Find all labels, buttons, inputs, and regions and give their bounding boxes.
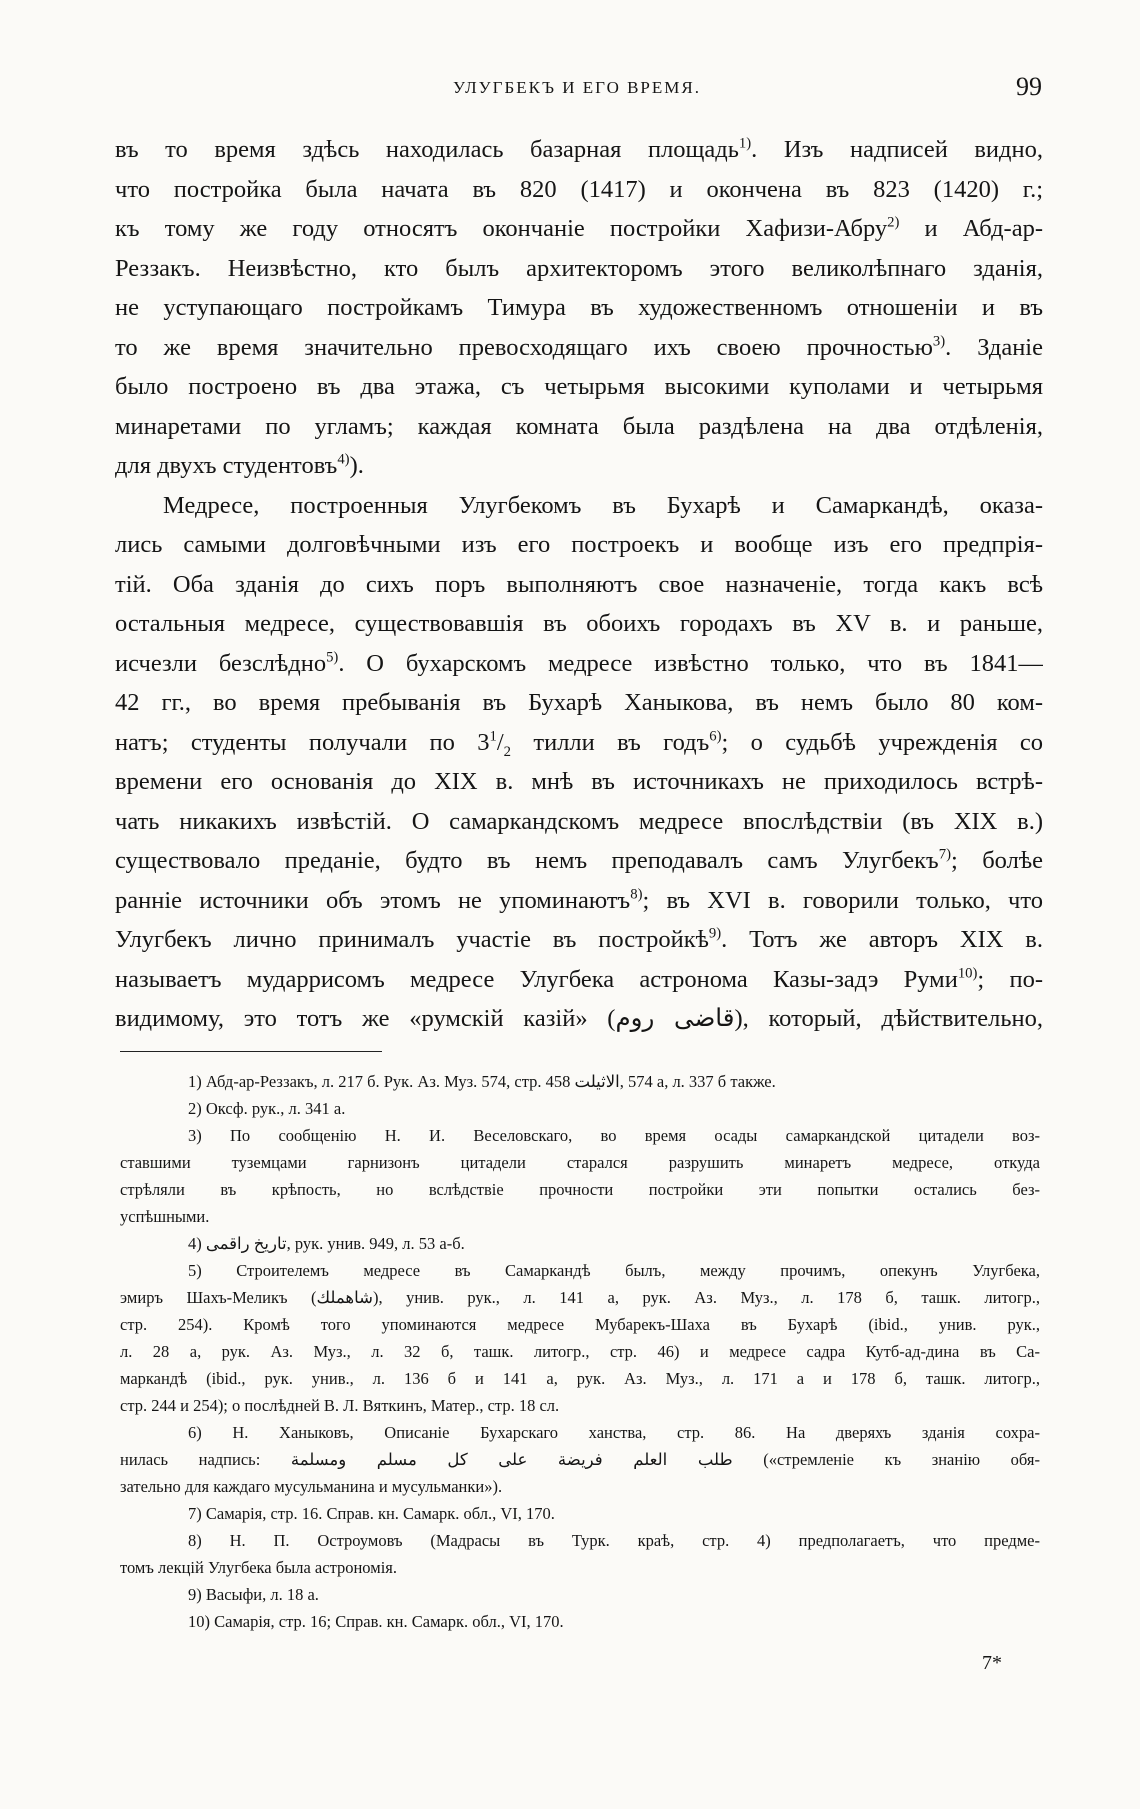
- text-line: лись самыми долговѣчными изъ его построекъ и вообще изъ его предпрія-: [115, 531, 1043, 558]
- footnote-6-cont: нилась надпись: طلب العلم فريضة على كل مسلم ومسلمة («стремленіе къ знанію обя-: [120, 1450, 1040, 1469]
- footnote-6-cont: зательно для каждаго мусульманина и мусульманки»).: [120, 1477, 503, 1496]
- footnotes: [120, 1068, 1040, 1635]
- footnote-ref: 1): [738, 135, 752, 152]
- text-line: 42 гг., во время пребыванія въ Бухарѣ Ханыкова, въ немъ было 80 ком-: [115, 689, 1043, 716]
- arabic-text: طلب العلم فريضة على كل مسلم ومسلمة: [290, 1450, 733, 1469]
- text-line: было построено въ два этажа, съ четырьмя высокими куполами и четырьмя: [115, 373, 1043, 400]
- footnote-3-cont: успѣшными.: [120, 1207, 210, 1226]
- footnote-1: 1) Абд-ар-Реззакъ, л. 217 б. Рук. Аз. Муз. 574, стр. 458 الاثيلت, 574 а, л. 337 б также.: [188, 1072, 776, 1091]
- footnote-5: 5) Строителемъ медресе въ Самаркандѣ былъ, между прочимъ, опекунъ Улугбека,: [188, 1261, 1040, 1280]
- text-line: минаретами по угламъ; каждая комната была раздѣлена на два отдѣленія,: [115, 412, 1043, 440]
- footnote-ref: 2): [887, 214, 900, 231]
- footnote-3-cont: ставшими туземцами гарнизонъ цитадели старался разрушить минаретъ медресе, откуда: [120, 1153, 1040, 1172]
- footnote-5-cont: л. 28 а, рук. Аз. Муз., л. 32 б, ташк. литогр., стр. 46) и медресе садра Кутб-ад-дина въ Са-: [120, 1342, 1040, 1361]
- footnote-5-cont: маркандѣ (ibid., рук. унив., л. 136 б и 141 а, рук. Аз. Муз., л. 171 а и 178 б, ташк. литогр.,: [120, 1369, 1040, 1388]
- page-number: 99: [1016, 72, 1042, 101]
- footnote-8: 8) Н. П. Остроумовъ (Мадрасы въ Турк. краѣ, стр. 4) предполагаетъ, что предме-: [188, 1531, 1040, 1550]
- text-line: въ то время здѣсь находилась базарная площадь$^{1)}$. Изъ надписей видно,: [115, 135, 1043, 163]
- fraction-numerator: 1: [489, 727, 497, 744]
- footnote-ref: 10): [957, 964, 978, 981]
- footnote-3-cont: стрѣляли въ крѣпость, но вслѣдствіе прочности постройки эти попытки остались без-: [120, 1180, 1040, 1199]
- text-line: чать никакихъ извѣстій. О самаркандскомъ медресе впослѣдствіи (въ XIX в.): [115, 807, 1043, 835]
- signature-mark: 7*: [982, 1652, 1002, 1674]
- footnote-6: 6) Н. Ханыковъ, Описаніе Бухарскаго ханства, стр. 86. На дверяхъ зданія сохра-: [188, 1423, 1040, 1442]
- text-line: не уступающаго постройкамъ Тимура въ художественномъ отношеніи и въ: [115, 294, 1043, 321]
- text-line: тій. Оба зданія до сихъ поръ выполняютъ свое назначеніе, тогда какъ всѣ: [115, 570, 1043, 598]
- text-line: Улугбекъ лично принималъ участіе въ постройкѣ$^{9)}$. Тотъ же авторъ XIX в.: [115, 925, 1043, 953]
- text-line: остальныя медресе, существовавшія въ обоихъ городахъ въ XV в. и раньше,: [115, 610, 1043, 637]
- arabic-text: تاريخ راقمى: [205, 1234, 287, 1253]
- footnote-10: 10) Самарія, стр. 16; Справ. кн. Самарк. обл., VI, 170.: [188, 1612, 564, 1631]
- text-line: натъ; студенты получали по $3^1/_2$ тилли въ годъ$^{6)}$; о судьбѣ учрежденія со: [115, 727, 1043, 760]
- footnote-5-cont: эмиръ Шахъ-Меликъ (شاهملك), унив. рук., л. 141 а, рук. Аз. Муз., л. 178 б, ташк. литогр.,: [120, 1288, 1040, 1307]
- footnote-4: 4) تاريخ راقمى, рук. унив. 949, л. 53 а-б.: [188, 1234, 465, 1253]
- text-line: къ тому же году относятъ окончаніе постройки Хафизи-Абру$^{2)}$ и Абд-ар-: [115, 214, 1043, 242]
- fraction-denominator: 2: [503, 743, 511, 760]
- page-header: [112, 72, 1042, 108]
- footnote-ref: 6): [709, 727, 722, 744]
- text-line: Медресе, построенныя Улугбекомъ въ Бухарѣ и Самаркандѣ, оказа-: [163, 491, 1043, 519]
- footnote-5-cont: стр. 254). Кромѣ того упоминаются медресе Мубарекъ-Шаха въ Бухарѣ (ibid., унив. рук.,: [120, 1315, 1040, 1334]
- text-line: что постройка была начата въ 820 (1417) и окончена въ 823 (1420) г.;: [115, 175, 1043, 203]
- footnote-2: 2) Оксф. рук., л. 341 а.: [188, 1099, 346, 1118]
- arabic-text: الاثيلت: [574, 1072, 620, 1091]
- text-line: для двухъ студентовъ$^{4)}$).: [115, 451, 364, 479]
- text-line: времени его основанія до XIX в. мнѣ въ источникахъ не приходилось встрѣ-: [115, 768, 1043, 795]
- footnote-9: 9) Васыфи, л. 18 а.: [188, 1585, 319, 1604]
- footnote-divider: [120, 1051, 382, 1052]
- arabic-text: قاضى روم: [615, 1005, 735, 1032]
- text-line: существовало преданіе, будто въ немъ преподавалъ самъ Улугбекъ$^{7)}$; болѣе: [115, 846, 1043, 874]
- footnote-5-cont: стр. 244 и 254); о послѣдней В. Л. Вяткинъ, Матер., стр. 18 сл.: [120, 1396, 560, 1415]
- footnote-ref: 7): [938, 846, 951, 863]
- footnote-ref: 5): [326, 648, 339, 665]
- text-line: Реззакъ. Неизвѣстно, кто былъ архитекторомъ этого великолѣпнаго зданія,: [115, 254, 1043, 282]
- footnote-ref: 8): [630, 885, 643, 902]
- footnote-7: 7) Самарія, стр. 16. Справ. кн. Самарк. обл., VI, 170.: [188, 1504, 555, 1523]
- footnote-ref: 4): [337, 451, 350, 468]
- running-title: УЛУГБЕКЪ И ЕГО ВРЕМЯ.: [453, 78, 701, 97]
- text-line: называетъ мударрисомъ медресе Улугбека астронома Казы-задэ Руми$^{10)}$; по-: [115, 964, 1043, 993]
- text-line: видимому, это тотъ же «румскій казій» (قاضى روم), который, дѣйствительно,: [115, 1005, 1043, 1032]
- text-line: то же время значительно превосходящаго ихъ своею прочностью$^{3)}$. Зданіе: [115, 332, 1043, 361]
- footnote-ref: 3): [932, 332, 946, 349]
- footnote-ref: 9): [708, 925, 722, 942]
- text-line: исчезли безслѣдно$^{5)}$. О бухарскомъ медресе извѣстно только, что въ 1841—: [115, 648, 1043, 677]
- text-line: ранніе источники объ этомъ не упоминаютъ$^{8)}$; въ XVI в. говорили только, что: [115, 885, 1043, 914]
- footnote-8-cont: томъ лекцій Улугбека была астрономія.: [120, 1558, 397, 1577]
- main-text: [115, 130, 1043, 1039]
- footnote-3: 3) По сообщенію Н. И. Веселовскаго, во время осады самаркандской цитадели воз-: [188, 1126, 1040, 1145]
- arabic-text: شاهملك: [316, 1288, 373, 1307]
